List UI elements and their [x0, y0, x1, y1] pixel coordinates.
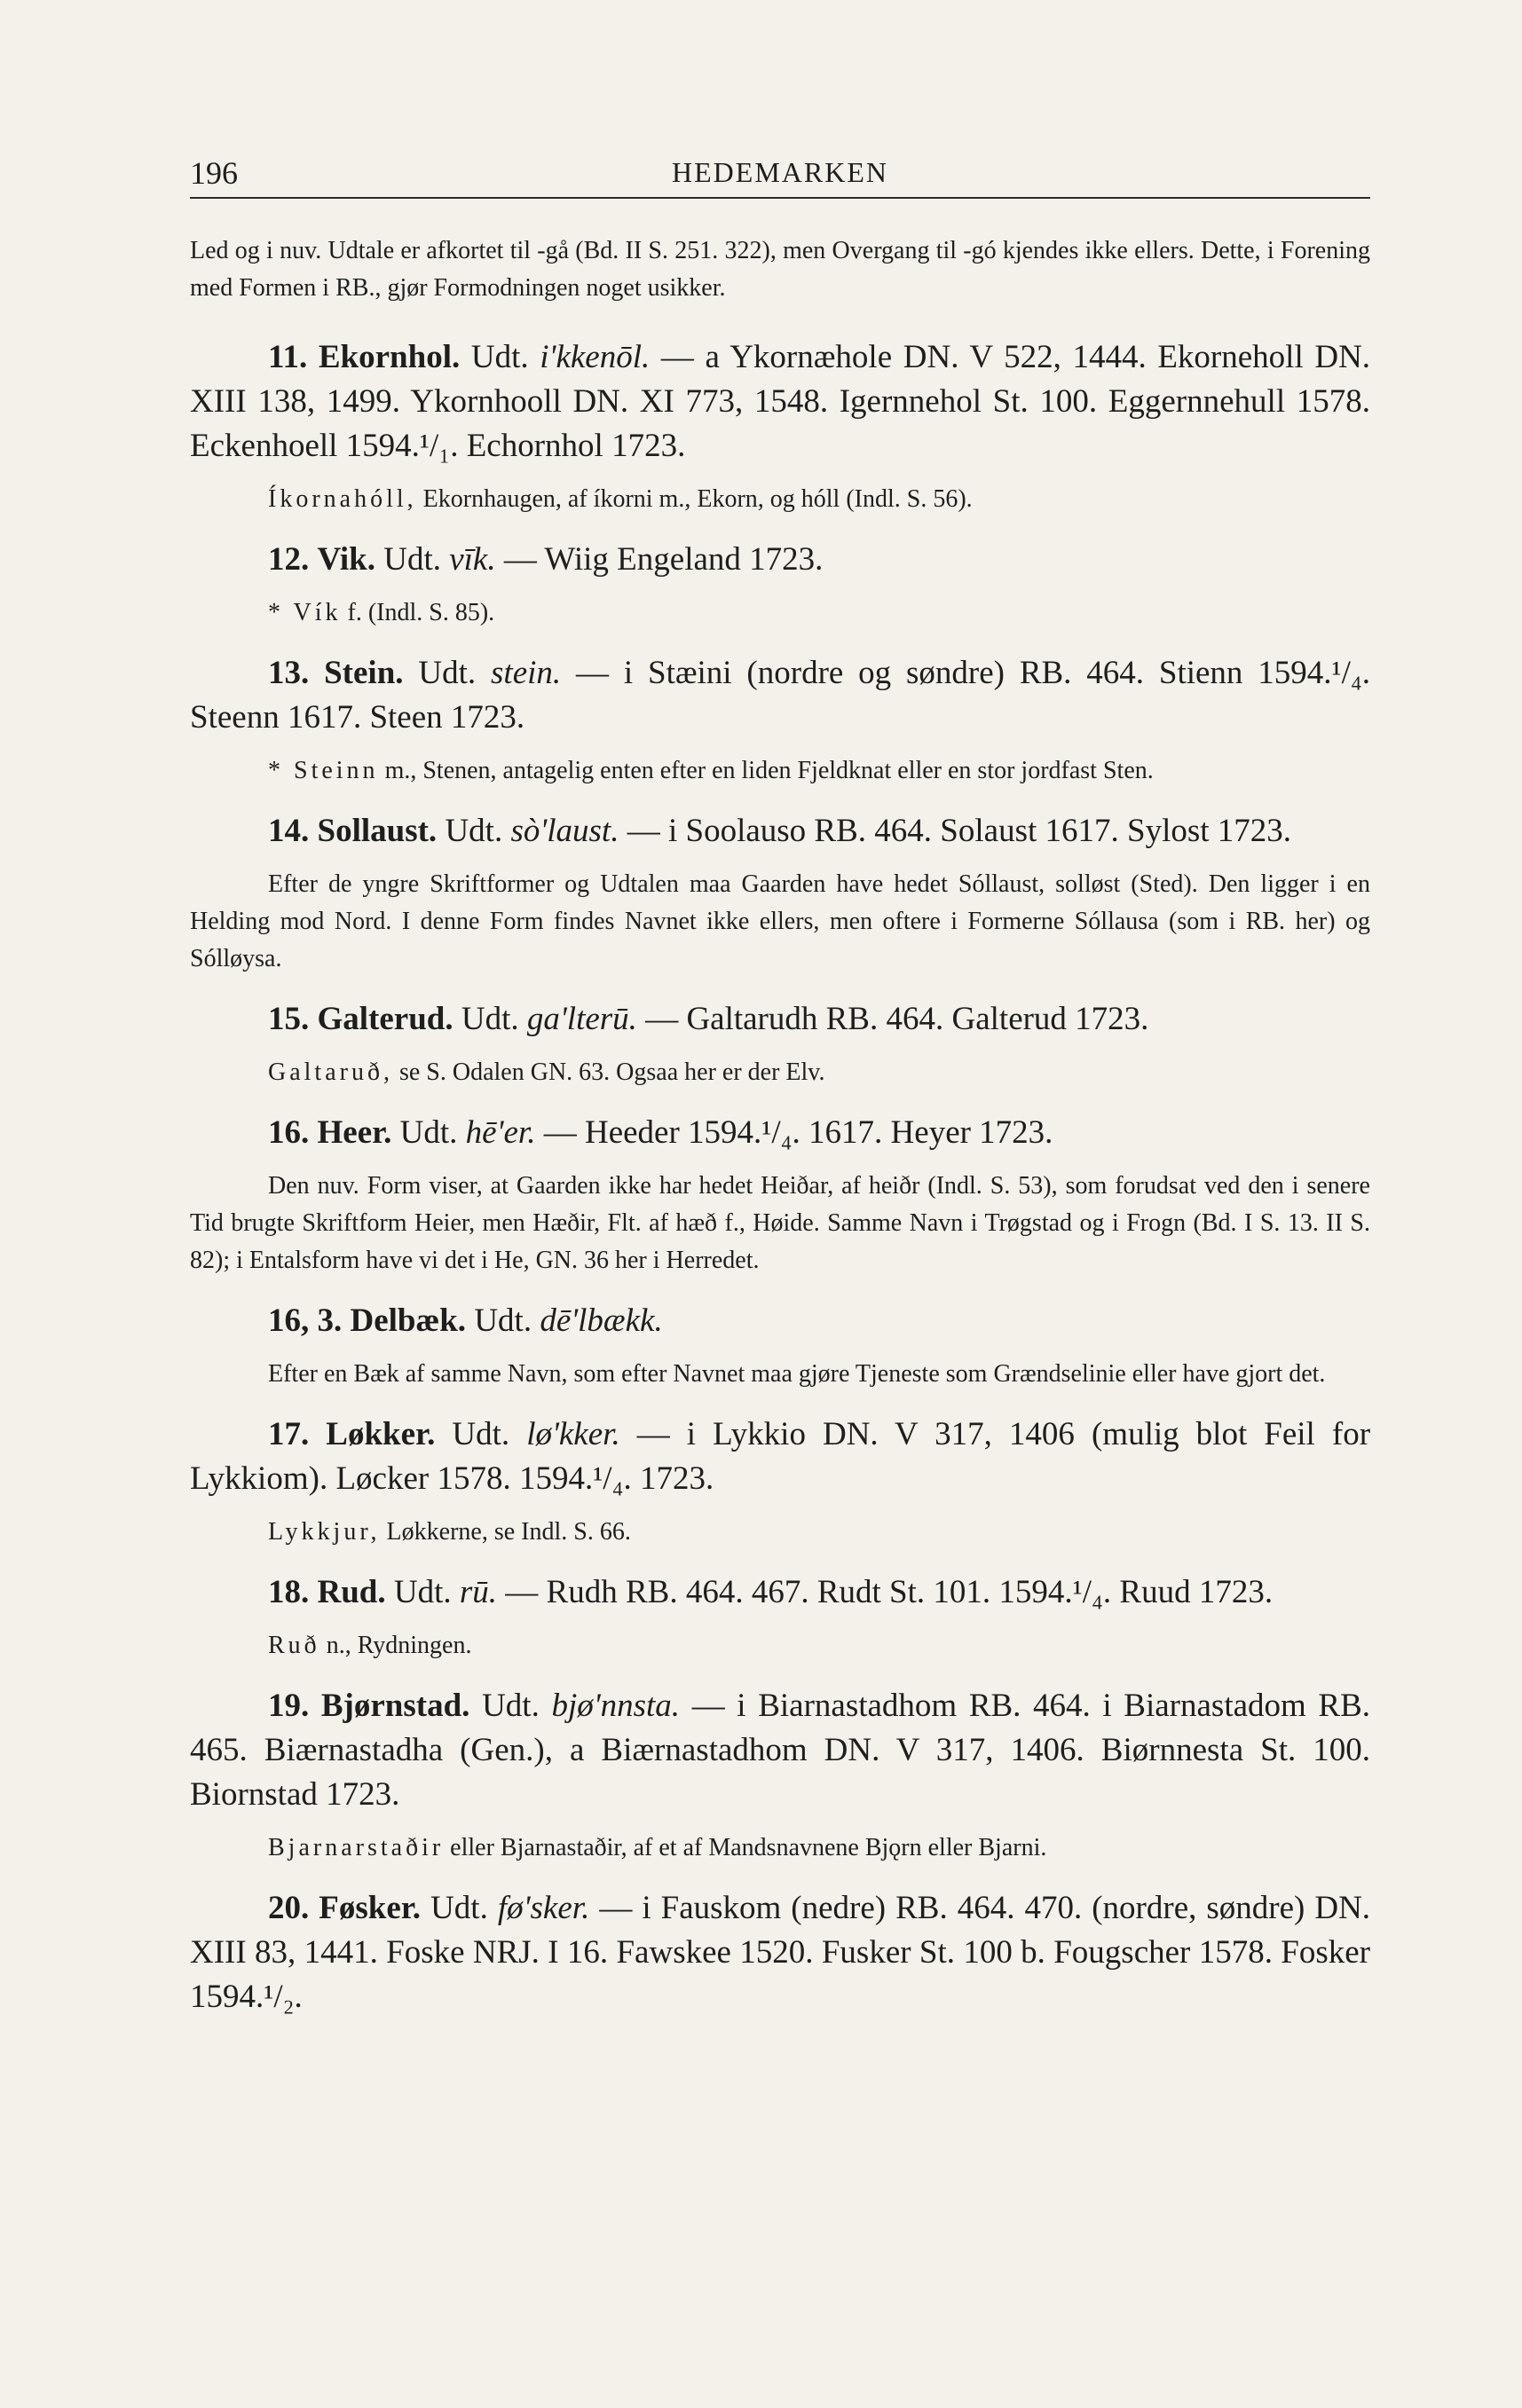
entry-15-note — [190, 1054, 1370, 1091]
etymology-note: f. (Indl. S. 85). — [347, 599, 495, 626]
farm-name: Ekornhol. — [318, 339, 461, 375]
etymology-note: m., Stenen, antagelig enten efter en liden Fjeldknat eller en stor jordfast Sten. — [384, 757, 1154, 784]
entry-number: 16, 3. — [268, 1302, 343, 1339]
entry-12 — [190, 538, 1370, 582]
historical-forms: — Galtarudh RB. 464. Galterud 1723. — [645, 1001, 1149, 1037]
entry-20 — [190, 1886, 1370, 2019]
udt-label: Udt. — [393, 1574, 452, 1610]
farm-name: Bjørnstad. — [320, 1688, 470, 1724]
farm-name: Heer. — [317, 1114, 392, 1151]
historical-forms: — a Ykornæhole DN. V 522, 1444. Ekorneholl DN. XIII 138, 1499. Ykornhooll DN. XI 773, 1548. Igernnehol St. 100. Eggernnehull 1578. Eckenhoell 1594.¹/₁. Echornhol 1723. — [190, 339, 1371, 464]
entry-11 — [190, 335, 1370, 468]
udt-label: Udt. — [383, 541, 441, 578]
page-header — [190, 147, 1370, 199]
entry-number: 18. — [268, 1574, 310, 1610]
pronunciation: sò'laust. — [510, 813, 619, 849]
entry-17 — [190, 1413, 1370, 1501]
entry-number: 15. — [268, 1001, 310, 1037]
historical-forms: — Rudh RB. 464. 467. Rudt St. 101. 1594.¹/₄. Ruud 1723. — [505, 1574, 1274, 1610]
old-norse-form: Lykkjur, — [268, 1518, 381, 1546]
pronunciation: ga'lterū. — [526, 1001, 637, 1037]
farm-name: Sollaust. — [317, 813, 438, 849]
pronunciation: lø'kker. — [526, 1416, 620, 1452]
entry-number: 14. — [268, 813, 310, 849]
entry-13 — [190, 651, 1370, 740]
entry-16-3-note — [190, 1356, 1370, 1393]
entry-19 — [190, 1684, 1370, 1817]
entry-18 — [190, 1570, 1370, 1615]
udt-label: Udt. — [445, 813, 503, 849]
old-norse-form: * Vík — [268, 599, 342, 626]
historical-forms: — i Biarnastadhom RB. 464. i Biarnastadom RB. 465. Biærnastadha (Gen.), a Biærnastadhom DN. V 317, 1406. Biørnnesta St. 100. Biornstad 1723. — [190, 1688, 1371, 1813]
entry-18-note — [190, 1627, 1370, 1664]
etymology-note: Efter de yngre Skriftformer og Udtalen maa Gaarden have hedet Sóllaust, solløst (Sted). Den ligger i en Helding mod Nord. I denne Form findes Navnet ikke ellers, men oftere i Formerne Sóllausa (som i RB. her) og Sólløysa. — [190, 870, 1370, 972]
pronunciation: hē'er. — [465, 1114, 536, 1151]
old-norse-form: Íkornahóll, — [268, 485, 417, 513]
entry-16-note — [190, 1168, 1370, 1279]
udt-label: Udt. — [430, 1890, 488, 1926]
intro-paragraph: Led og i nuv. Udtale er afkortet til -gå (Bd. II S. 251. 322), men Overgang til -gó kjendes ikke ellers. Dette, i Forening med Formen i RB., gjør Formodningen noget usikker. — [190, 237, 1370, 302]
entry-15 — [190, 997, 1370, 1042]
farm-name: Delbæk. — [350, 1302, 467, 1339]
pronunciation: stein. — [491, 655, 562, 691]
etymology-note: se S. Odalen GN. 63. Ogsaa her er der Elv. — [398, 1058, 825, 1086]
udt-label: Udt. — [482, 1688, 540, 1724]
old-norse-form: Galtaruð, — [268, 1058, 393, 1086]
entry-number: 17. — [268, 1416, 310, 1452]
etymology-note: Den nuv. Form viser, at Gaarden ikke har hedet Heiðar, af heiðr (Indl. S. 53), som forudsat ved den i senere Tid brugte Skriftform Heier, men Hæðir, Flt. af hæð f., Høide. Samme Navn i Trøgstad og i Frogn (Bd. I S. 13. II S. 82); i Entalsform have vi det i He, GN. 36 her i Herredet. — [190, 1172, 1370, 1274]
old-norse-form: * Steinn — [268, 757, 379, 784]
pronunciation: fø'sker. — [497, 1890, 590, 1926]
entry-17-note — [190, 1514, 1370, 1551]
entry-12-note — [190, 594, 1370, 632]
entry-number: 11. — [268, 339, 308, 375]
udt-label: Udt. — [452, 1416, 510, 1452]
udt-label: Udt. — [474, 1302, 532, 1339]
entry-16 — [190, 1111, 1370, 1155]
etymology-note: Løkkerne, se Indl. S. 66. — [386, 1518, 631, 1546]
farm-name: Føsker. — [319, 1890, 422, 1926]
entry-19-note — [190, 1830, 1370, 1867]
entry-number: 19. — [268, 1688, 310, 1724]
entry-number: 16. — [268, 1114, 310, 1151]
udt-label: Udt. — [470, 339, 529, 375]
farm-name: Løkker. — [326, 1416, 436, 1452]
old-norse-form: Bjarnarstaðir — [268, 1834, 445, 1861]
entry-number: 20. — [268, 1890, 310, 1926]
entry-13-note — [190, 752, 1370, 790]
udt-label: Udt. — [399, 1114, 458, 1151]
entry-number: 13. — [268, 655, 310, 691]
historical-forms: — i Lykkio DN. V 317, 1406 (mulig blot Feil for Lykkiom). Løcker 1578. 1594.¹/₄. 1723. — [190, 1416, 1371, 1497]
pronunciation: dē'lbækk. — [540, 1302, 663, 1339]
udt-label: Udt. — [418, 655, 477, 691]
farm-name: Rud. — [317, 1574, 386, 1610]
farm-name: Stein. — [324, 655, 404, 691]
entry-16-3 — [190, 1299, 1370, 1343]
historical-forms: — Wiig Engeland 1723. — [503, 541, 824, 578]
pronunciation: vīk. — [449, 541, 496, 578]
old-norse-form: Ruð — [268, 1632, 320, 1659]
historical-forms: — i Fauskom (nedre) RB. 464. 470. (nordre, søndre) DN. XIII 83, 1441. Foske NRJ. I 16. Fawskee 1520. Fusker St. 100 b. Fougscher 1578. Fosker 1594.¹/₂. — [190, 1890, 1371, 2015]
historical-forms: — i Stæini (nordre og søndre) RB. 464. Stienn 1594.¹/₄. Steenn 1617. Steen 1723. — [190, 655, 1371, 736]
etymology-note: Ekornhaugen, af íkorni m., Ekorn, og hóll (Indl. S. 56). — [422, 485, 973, 513]
pronunciation: rū. — [459, 1574, 498, 1610]
historical-forms: — Heeder 1594.¹/₄. 1617. Heyer 1723. — [543, 1114, 1053, 1151]
pronunciation: i'kkenōl. — [540, 339, 651, 375]
page-number: 196 — [190, 155, 238, 191]
udt-label: Udt. — [461, 1001, 519, 1037]
historical-forms: — i Soolauso RB. 464. Solaust 1617. Sylost 1723. — [627, 813, 1292, 849]
running-title: HEDEMARKEN — [672, 156, 888, 188]
etymology-note: Efter en Bæk af samme Navn, som efter Navnet maa gjøre Tjeneste som Grændselinie eller have gjort det. — [268, 1360, 1326, 1388]
entry-14 — [190, 809, 1370, 854]
etymology-note: n., Rydningen. — [326, 1632, 472, 1659]
entry-11-note — [190, 481, 1370, 518]
farm-name: Galterud. — [317, 1001, 453, 1037]
farm-name: Vik. — [317, 541, 375, 578]
pronunciation: bjø'nnsta. — [551, 1688, 681, 1724]
entry-number: 12. — [268, 541, 310, 578]
entry-14-note — [190, 866, 1370, 978]
page-body — [190, 232, 1370, 2019]
etymology-note: eller Bjarnastaðir, af et af Mandsnavnene Bjǫrn eller Bjarni. — [450, 1834, 1047, 1861]
